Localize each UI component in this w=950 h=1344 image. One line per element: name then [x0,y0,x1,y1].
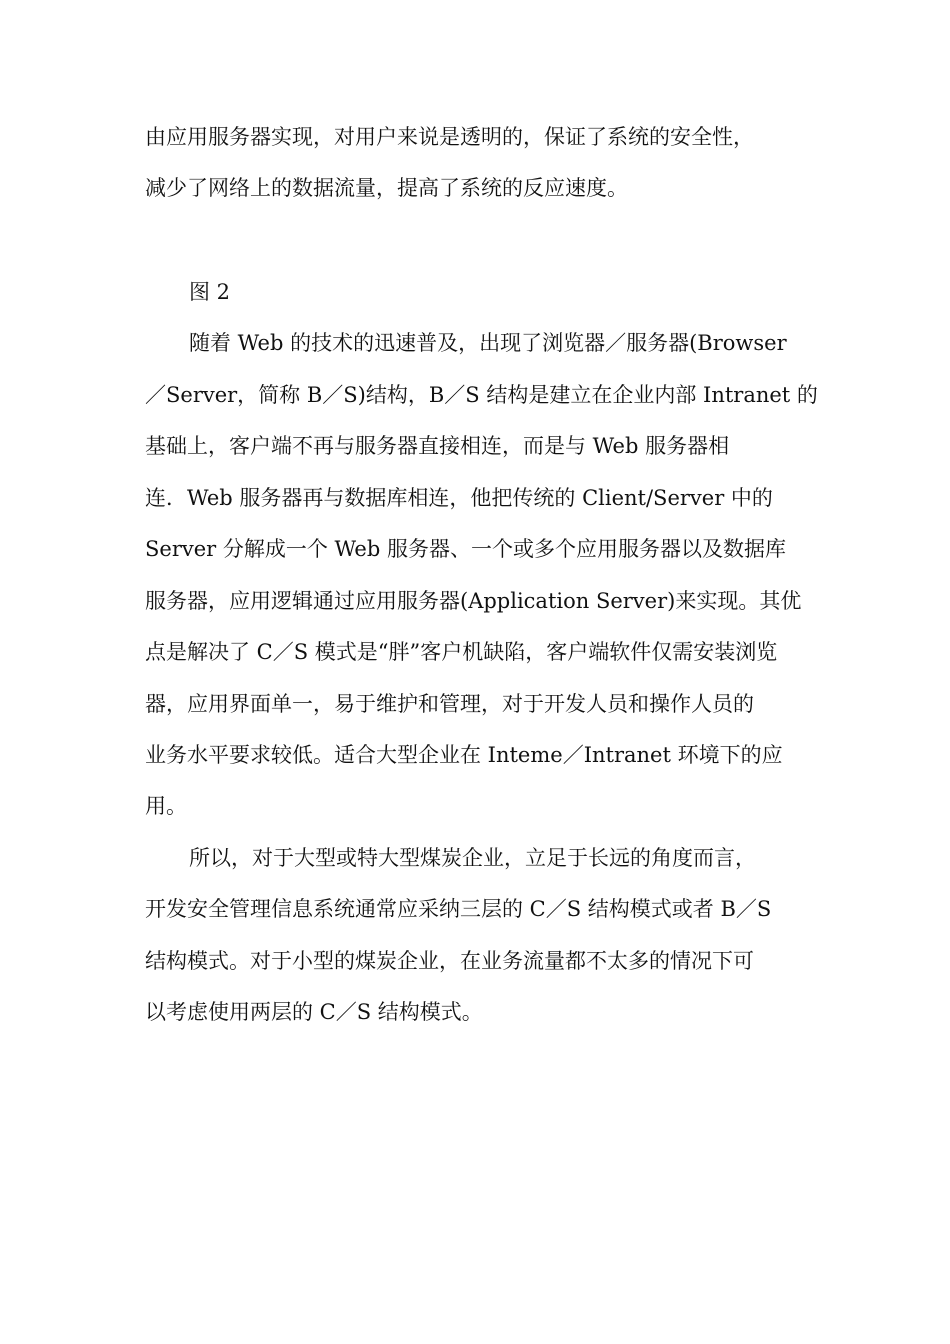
text-line: 减少了网络上的数据流量，提高了系统的反应速度。 [145,176,628,200]
text-line: 器，应用界面单一，易于维护和管理，对于开发人员和操作人员的 [145,692,754,716]
text-line: 随着 Web 的技术的迅速普及，出现了浏览器／服务器(Browser [189,331,787,355]
text-line: 开发安全管理信息系统通常应采纳三层的 C／S 结构模式或者 B／S [145,897,772,921]
text-line: 由应用服务器实现，对用户来说是透明的，保证了系统的安全性， [145,125,754,149]
text-line: 连．Web 服务器再与数据库相连，他把传统的 Client/Server 中的 [145,486,773,510]
text-line: 服务器，应用逻辑通过应用服务器(Application Server)来实现。其优 [145,589,802,613]
text-line: 基础上，客户端不再与服务器直接相连，而是与 Web 服务器相 [145,434,730,458]
text-line: 结构模式。对于小型的煤炭企业，在业务流量都不太多的情况下可 [145,949,754,973]
text-line: 用。 [145,794,187,818]
figure-label: 图 2 [189,280,231,304]
text-line: Server 分解成一个 Web 服务器、一个或多个应用服务器以及数据库 [145,537,786,561]
text-line: ／Server，简称 B／S)结构，B／S 结构是建立在企业内部 Intranet 的 [145,383,818,407]
text-line: 所以，对于大型或特大型煤炭企业，立足于长远的角度而言， [189,846,756,870]
text-line: 点是解决了 C／S 模式是“胖”客户机缺陷，客户端软件仅需安装浏览 [145,640,778,664]
text-line: 以考虑使用两层的 C／S 结构模式。 [145,1000,483,1024]
text-line: 业务水平要求较低。适合大型企业在 Inteme／Intranet 环境下的应 [145,743,783,767]
